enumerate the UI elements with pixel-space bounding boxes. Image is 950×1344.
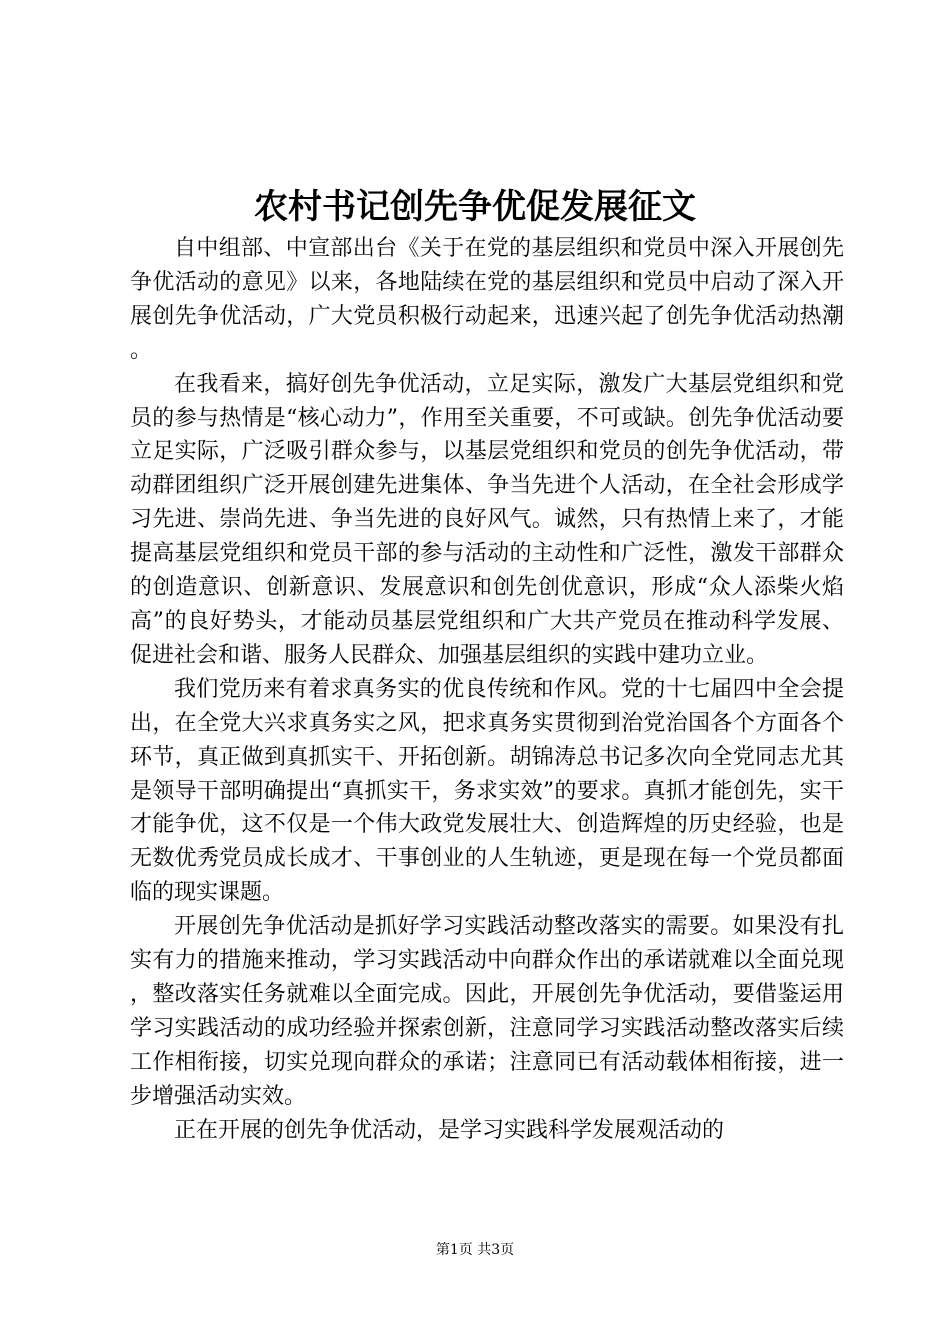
paragraph: 我们党历来有着求真务实的优良传统和作风。党的十七届四中全会提出，在全党大兴求真务实之风，把求真务实贯彻到治党治国各个方面各个环节，真正做到真抓实干、开拓创新。胡锦涛总书记多次向全党同志尤其是领导干部明确提出“真抓实干，务求实效”的要求。真抓才能创先，实干才能争优，这不仅是一个伟大政党发展壮大、创造辉煌的历史经验，也是无数优秀党员成长成才、干事创业的人生轨迹，更是现在每一个党员都面临的现实课题。 bbox=[130, 676, 844, 906]
paragraph: 正在开展的创先争优活动，是学习实践科学发展观活动的 bbox=[174, 1117, 725, 1143]
paragraph: 开展创先争优活动是抓好学习实践活动整改落实的需要。如果没有扎实有力的措施来推动，学习实践活动中向群众作出的承诺就难以全面兑现，整改落实任务就难以全面完成。因此，开展创先争优活动，要借鉴运用学习实践活动的成功经验并探索创新，注意同学习实践活动整改落实后续工作相衔接，切实兑现向群众的承诺；注意同已有活动载体相衔接，进一步增强活动实效。 bbox=[130, 914, 844, 1109]
page-number: 第1页 共3页 bbox=[435, 1242, 515, 1258]
paragraph: 自中组部、中宣部出台《关于在党的基层组织和党员中深入开展创先争优活动的意见》以来，各地陆续在党的基层组织和党员中启动了深入开展创先争优活动，广大党员积极行动起来，迅速兴起了创先争优活动热潮。 bbox=[130, 236, 844, 363]
document-body bbox=[130, 232, 844, 1147]
document-title: 农村书记创先争优促发展征文 bbox=[254, 187, 696, 227]
paragraph: 在我看来，搞好创先争优活动，立足实际，激发广大基层党组织和党员的参与热情是“核心动力”，作用至关重要，不可或缺。创先争优活动要立足实际，广泛吸引群众参与，以基层党组织和党员的创先争优活动，带动群团组织广泛开展创建先进集体、争当先进个人活动，在全社会形成学习先进、崇尚先进、争当先进的良好风气。诚然，只有热情上来了，才能提高基层党组织和党员干部的参与活动的主动性和广泛性，激发干部群众的创造意识、创新意识、发展意识和创先创优意识，形成“众人添柴火焰高”的良好势头，才能动员基层党组织和广大共产党员在推动科学发展、促进社会和谐、服务人民群众、加强基层组织的实践中建功立业。 bbox=[130, 371, 844, 668]
